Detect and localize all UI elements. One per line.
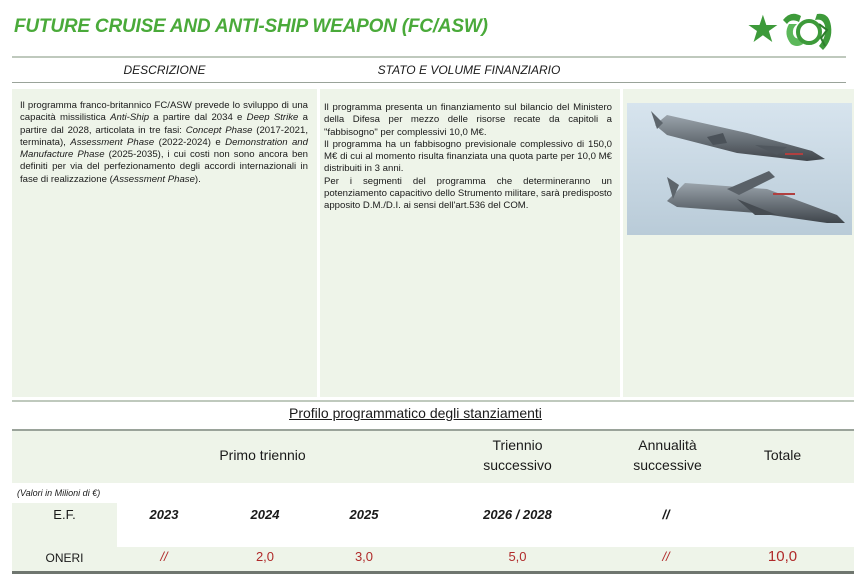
oneri-value: // <box>662 549 670 564</box>
missile-image <box>627 103 852 235</box>
page-title: FUTURE CRUISE AND ANTI-SHIP WEAPON (FC/ASW) <box>14 16 488 37</box>
header-triennio-successivo: Triennio successivo <box>483 437 552 473</box>
year-cell: 2023 <box>149 507 179 522</box>
oneri-value: 3,0 <box>354 549 374 564</box>
oneri-label: ONERI <box>45 551 84 565</box>
header-annualita-successive: Annualità successive <box>633 437 702 473</box>
oneri-value: // <box>160 549 168 564</box>
oneri-total-value: 10,0 <box>767 548 798 565</box>
units-note: (Valori in Milioni di €) <box>17 488 101 498</box>
year-cell: 2026 / 2028 <box>483 507 552 522</box>
stato-paragraph-1: Il programma presenta un finanziamento sul bilancio del Ministero della Difesa per mezzo delle risorse recate da capitoli a "fabbisogno" per complessivi 10,0 M€. <box>324 102 612 138</box>
header-primo-triennio: Primo triennio <box>219 447 306 463</box>
stato-paragraph-3: Per i segmenti del programma che determineranno un potenziamento capacitivo dello Strumento militare, sarà predisposto apposito D.M./D.I. ai sensi dell'art.536 del COM. <box>324 175 612 212</box>
profilo-title: Profilo programmatico degli stanziamenti <box>289 405 542 421</box>
year-cell: 2025 <box>349 507 379 522</box>
stato-heading: STATO E VOLUME FINANZIARIO <box>377 63 561 77</box>
ministry-star-emblem-icon <box>745 6 835 56</box>
oneri-value: 5,0 <box>508 549 527 564</box>
descrizione-paragraph: Il programma franco-britannico FC/ASW prevede lo sviluppo di una capacità missilistica Anti-Ship a partire dal 2034 e Deep Strike a partire dal 2028, articolata in tre fasi: Concept Phase (2017-2021, terminata), Assessment Phase (2022-2024) e Demonstration and Manufacture Phase (2025-2035), i cui costi non sono ancora ben definiti per via del perfezionamento degli accordi internazionali in fase di realizzazione (Assessment Phase). <box>20 100 308 185</box>
descrizione-heading: DESCRIZIONE <box>123 63 206 77</box>
section-divider <box>12 400 854 402</box>
stato-text <box>324 102 612 213</box>
descrizione-text <box>20 100 308 186</box>
oneri-value: 2,0 <box>255 549 275 564</box>
ef-label: E.F. <box>53 507 76 522</box>
stato-paragraph-2: Il programma ha un fabbisogno previsionale complessivo di 150,0 M€ di cui al momento risulta finanziata una quota parte per 10,0 M€ distribuiti in 3 anni. <box>324 138 612 175</box>
header-totale: Totale <box>763 447 802 463</box>
year-cell: 2024 <box>250 507 280 522</box>
year-cell: // <box>662 507 670 522</box>
table-bottom-rule <box>12 571 854 574</box>
table-header-band <box>12 431 854 483</box>
heading-divider <box>12 82 846 83</box>
